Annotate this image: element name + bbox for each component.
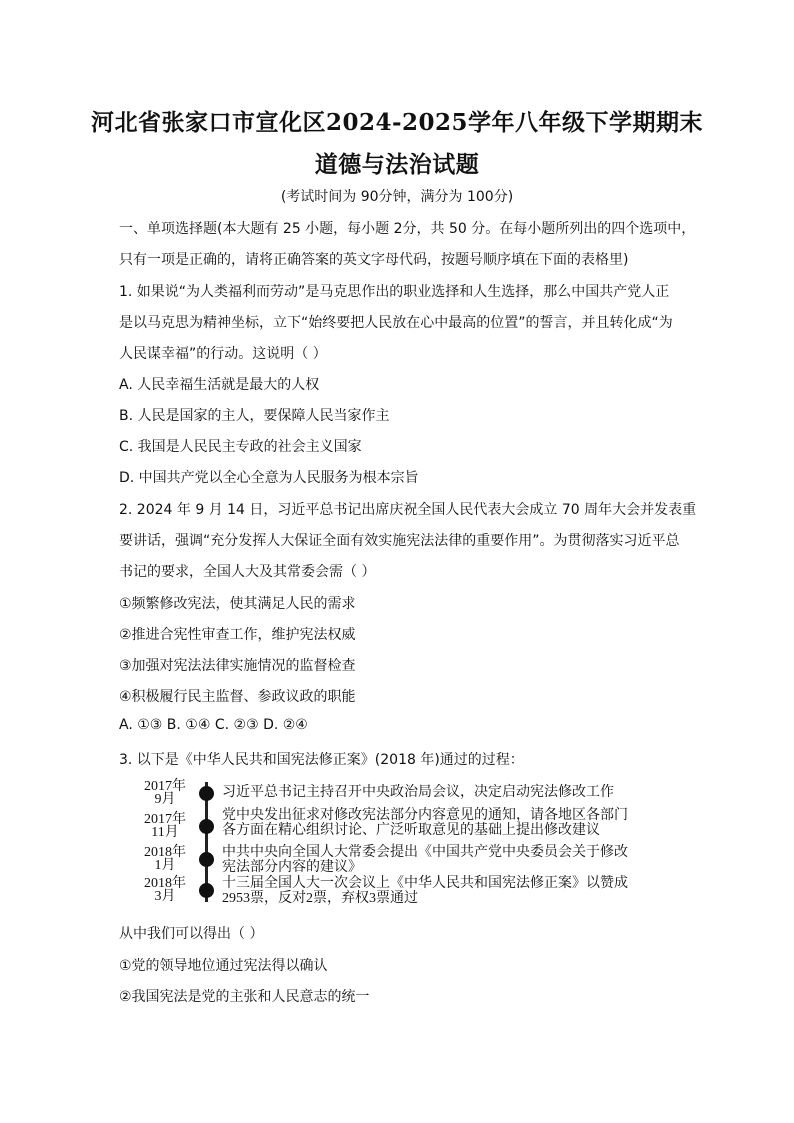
timeline-dot xyxy=(199,819,214,834)
page-subject-title: 道德与法治试题 xyxy=(314,151,480,178)
question-1-stem: 是以马克思为精神坐标，立下“始终要把人民放在心中最高的位置”的誓言，并且转化成“为 xyxy=(119,315,673,331)
timeline-event xyxy=(222,876,628,906)
timeline-event-line: 2953票，反对2票，弃权3票通过 xyxy=(222,891,418,906)
timeline-date-year: 2017年 xyxy=(144,779,186,794)
timeline-date-month: 11月 xyxy=(151,825,179,840)
question-1-option-a: A. 人民幸福生活就是最大的人权 xyxy=(119,377,320,393)
timeline-date-month: 9月 xyxy=(154,792,176,807)
question-2-stem: 要讲话，强调“充分发挥人大保证全面有效实施宪法法律的重要作用”。为贯彻落实习近平总 xyxy=(119,533,680,549)
timeline-dot xyxy=(199,852,214,867)
timeline-dot xyxy=(199,786,214,801)
timeline-entry xyxy=(140,778,670,808)
question-2-stem: 2. 2024 年 9 月 14 日，习近平总书记出席庆祝全国人民代表大会成立 70 周年大会并发表重 xyxy=(119,502,697,518)
timeline-date-year: 2017年 xyxy=(144,812,186,827)
timeline-event-line: 中共中央向全国人大常委会提出《中国共产党中央委员会关于修改 xyxy=(222,845,628,860)
timeline-date xyxy=(140,846,190,872)
question-1-option-d: D. 中国共产党以全心全意为人民服务为根本宗旨 xyxy=(119,470,419,486)
question-2-statement: ②推进合宪性审查工作，维护宪法权威 xyxy=(119,627,356,643)
question-3-prompt: 从中我们可以得出（ ） xyxy=(119,926,264,942)
timeline-date-month: 1月 xyxy=(154,858,176,873)
question-1-option-c: C. 我国是人民民主专政的社会主义国家 xyxy=(119,439,362,455)
timeline-entry xyxy=(140,875,670,905)
timeline-event xyxy=(222,785,614,800)
question-1-stem: 1. 如果说“为人类福利而劳动”是马克思作出的职业选择和人生选择，那么中国共产党人正 xyxy=(119,284,670,300)
timeline-event xyxy=(222,808,628,838)
timeline-date xyxy=(140,813,190,839)
timeline-date xyxy=(140,780,190,806)
timeline-event-line: 十三届全国人大一次会议上《中华人民共和国宪法修正案》以赞成 xyxy=(222,876,628,891)
timeline-dot xyxy=(199,883,214,898)
question-2-statement: ④积极履行民主监督、参政议政的职能 xyxy=(119,689,356,705)
timeline-entry xyxy=(140,808,670,841)
question-2-statement: ①频繁修改宪法，使其满足人民的需求 xyxy=(119,596,356,612)
section-instructions: 只有一项是正确的，请将正确答案的英文字母代码，按题号顺序填在下面的表格里) xyxy=(119,252,629,268)
timeline-date-year: 2018年 xyxy=(144,845,186,860)
timeline-event-line: 习近平总书记主持召开中央政治局会议，决定启动宪法修改工作 xyxy=(222,785,614,800)
exam-info: (考试时间为 90分钟，满分为 100分) xyxy=(280,189,514,205)
page-title: 河北省张家口市宣化区2024-2025学年八年级下学期期末 xyxy=(90,109,704,136)
question-2-answer-options: A. ①③ B. ①④ C. ②③ D. ②④ xyxy=(119,717,308,733)
question-1-option-b: B. 人民是国家的主人，要保障人民当家作主 xyxy=(119,408,390,424)
question-2-statement: ③加强对宪法法律实施情况的监督检查 xyxy=(119,658,356,674)
timeline-event-line: 党中央发出征求对修改宪法部分内容意见的通知，请各地区各部门 xyxy=(222,808,628,823)
question-2-stem: 书记的要求，全国人大及其常委会需（ ） xyxy=(119,564,376,580)
timeline-event-line: 宪法部分内容的建议》 xyxy=(222,860,362,875)
timeline-date-year: 2018年 xyxy=(144,876,186,891)
question-3-statement: ①党的领导地位通过宪法得以确认 xyxy=(119,958,328,974)
question-1-stem: 人民谋幸福”的行动。这说明（ ） xyxy=(119,346,327,362)
timeline-event xyxy=(222,845,628,875)
constitution-amendment-timeline xyxy=(140,778,670,908)
question-3-stem: 3. 以下是《中华人民共和国宪法修正案》(2018 年)通过的过程： xyxy=(119,752,524,768)
timeline-entry xyxy=(140,844,670,874)
section-instructions: 一、单项选择题(本大题有 25 小题，每小题 2分，共 50 分。在每小题所列出的四个选项中， xyxy=(119,221,696,237)
timeline-event-line: 各方面在精心组织讨论、广泛听取意见的基础上提出修改建议 xyxy=(222,823,600,838)
question-3-statement: ②我国宪法是党的主张和人民意志的统一 xyxy=(119,989,370,1005)
timeline-date-month: 3月 xyxy=(154,889,176,904)
timeline-date xyxy=(140,877,190,903)
